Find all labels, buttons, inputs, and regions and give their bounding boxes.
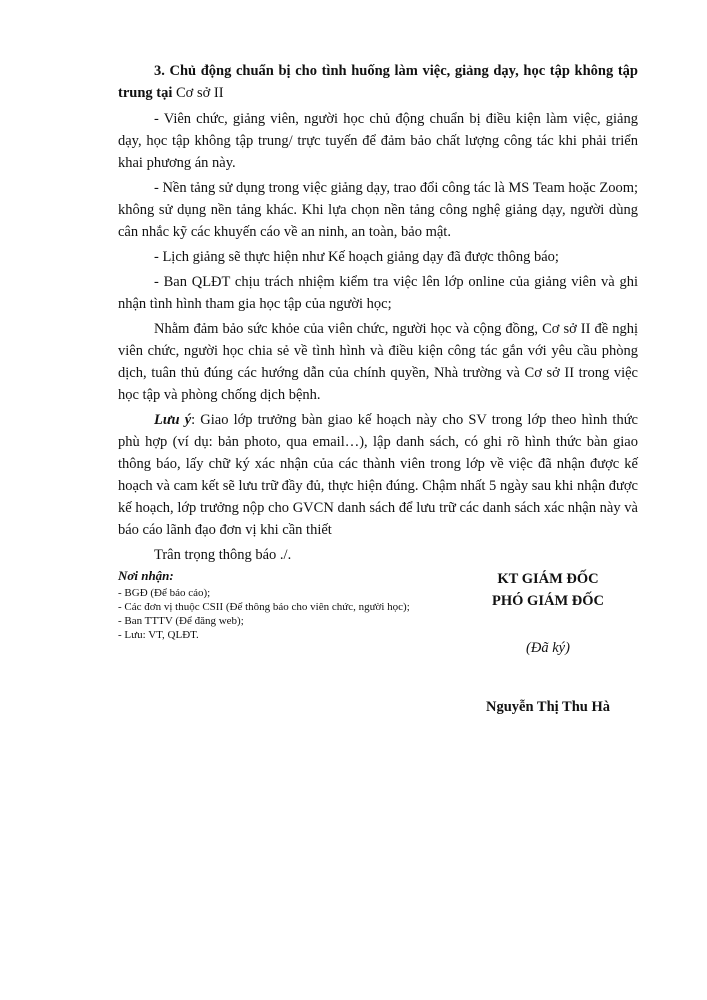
document-footer xyxy=(118,568,638,728)
signature-title-2: PHÓ GIÁM ĐỐC xyxy=(492,593,604,609)
closing-line: Trân trọng thông báo ./. xyxy=(154,547,292,563)
recipients-title: Nơi nhận: xyxy=(118,568,174,583)
note-label: Lưu ý xyxy=(154,412,192,428)
signature-title-1: KT GIÁM ĐỐC xyxy=(497,571,599,587)
signer-name: Nguyễn Thị Thu Hà xyxy=(486,699,610,715)
paragraph-prepare-conditions: - Viên chức, giảng viên, người học chủ động chuẩn bị điều kiện làm việc, giảng dạy, học tập không tập trung/ trực tuyến để đảm bảo chất lượng công tác khi phải triển khai phương án này. xyxy=(118,111,638,171)
recipient-item: - Các đơn vị thuộc CSII (Để thông báo cho viên chức, người học); xyxy=(118,601,410,613)
note-paragraph xyxy=(118,409,638,541)
paragraph-platform: - Nền tảng sử dụng trong việc giảng dạy, trao đổi công tác là MS Team hoặc Zoom; không sử dụng nền tảng khác. Khi lựa chọn nền tảng công nghệ giảng dạy, người dùng cân nhắc kỹ các khuyến cáo về an ninh, an toàn, bảo mật. xyxy=(118,180,639,240)
recipient-item: - BGĐ (Để báo cáo); xyxy=(118,587,211,599)
recipient-item: - Ban TTTV (Để đăng web); xyxy=(118,615,244,627)
paragraph-schedule: - Lịch giảng sẽ thực hiện như Kế hoạch giảng dạy đã được thông báo; xyxy=(154,249,559,265)
section-heading-bold: 3. Chủ động chuẩn bị cho tình huống làm việc, giảng dạy, học tập không tập trung tại xyxy=(118,63,638,101)
recipients-block xyxy=(118,568,448,642)
recipient-item: - Lưu: VT, QLĐT. xyxy=(118,629,199,641)
paragraph-qldt-responsibility: - Ban QLĐT chịu trách nhiệm kiểm tra việc lên lớp online của giảng viên và ghi nhận tình hình tham gia học tập của người học; xyxy=(118,274,638,312)
section-heading xyxy=(118,60,638,104)
section-heading-tail: Cơ sở II xyxy=(172,85,224,101)
note-text: : Giao lớp trưởng bàn giao kế hoạch này cho SV trong lớp theo hình thức phù hợp (ví dụ: bản photo, qua email…), lập danh sách, có ghi rõ hình thức bàn giao thông báo, lấy chữ ký xác nhận của các thành viên trong lớp về việc đã nhận được kế hoạch và cam kết sẽ lưu trữ đầy đủ, thực hiện đúng. Chậm nhất 5 ngày sau khi nhận được kế hoạch, lớp trưởng nộp cho GVCN danh sách để lưu trữ các danh sách xác nhận này và báo cáo lãnh đạo đơn vị khi cần thiết xyxy=(118,412,638,538)
signed-mark: (Đã ký) xyxy=(526,640,570,656)
paragraph-health: Nhằm đảm bảo sức khỏe của viên chức, người học và cộng đồng, Cơ sở II đề nghị viên chức, người học chia sẻ về tình hình và điều kiện công tác gắn với yêu cầu phòng dịch, tuân thủ đúng các hướng dẫn của chính quyền, Nhà trường và Cơ sở II trong việc học tập và phòng chống dịch bệnh. xyxy=(118,321,638,403)
signature-block xyxy=(448,568,648,716)
document-body xyxy=(118,60,638,569)
